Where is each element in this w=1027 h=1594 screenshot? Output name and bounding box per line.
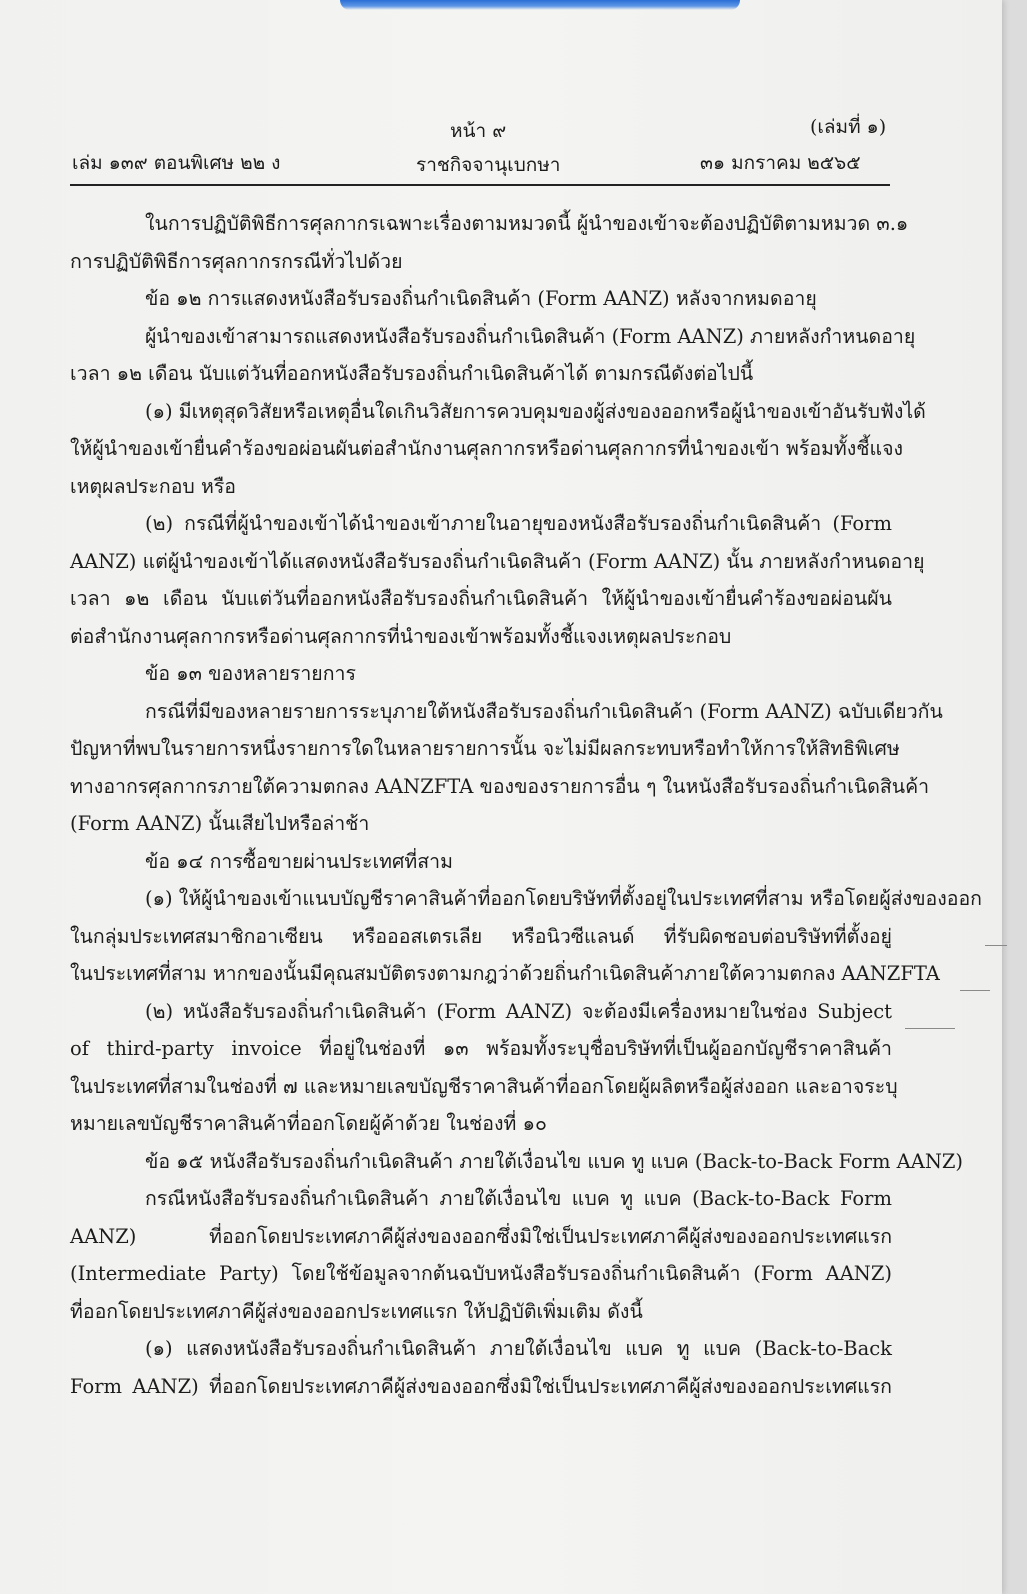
margin-mark <box>960 990 990 991</box>
text-line: เหตุผลประกอบ หรือ <box>70 474 237 498</box>
text-line: กรณีหนังสือรับรองถิ่นกำเนิดสินค้า ภายใต้เงื่อนไข แบค ทู แบค (Back-to-Back Form <box>145 1187 892 1210</box>
text-line: กรณีที่มีของหลายรายการระบุภายใต้หนังสือรับรองถิ่นกำเนิดสินค้า (Form AANZ) ฉบับเดียวกัน <box>145 699 943 723</box>
section-heading: ข้อ ๑๕ หนังสือรับรองถิ่นกำเนิดสินค้า ภายใต้เงื่อนไข แบค ทู แบค (Back-to-Back Form AANZ) <box>145 1149 964 1173</box>
text-line: ผู้นำของเข้าสามารถแสดงหนังสือรับรองถิ่นกำเนิดสินค้า (Form AANZ) ภายหลังกำหนดอายุ <box>145 324 916 348</box>
text-line: ในประเทศที่สามในช่องที่ ๗ และหมายเลขบัญชีราคาสินค้าที่ออกโดยผู้ผลิตหรือผู้ส่งออก และอาจระบุ <box>70 1074 898 1098</box>
text-line: หมายเลขบัญชีราคาสินค้าที่ออกโดยผู้ค้าด้วย ในช่องที่ ๑๐ <box>70 1112 547 1135</box>
publication-date: ๓๑ มกราคม ๒๕๖๕ <box>700 152 861 174</box>
text-line: ในการปฏิบัติพิธีการศุลกากรเฉพาะเรื่องตามหมวดนี้ ผู้นำของเข้าจะต้องปฏิบัติตามหมวด ๓.๑ <box>145 212 909 235</box>
text-line: of third-party invoice ที่อยู่ในช่องที่ ๑๓ พร้อมทั้งระบุชื่อบริษัทที่เป็นผู้ออกบัญชีราคาสินค้า <box>70 1037 892 1060</box>
text-line: AANZ) ที่ออกโดยประเทศภาคีผู้ส่งของออกซึ่งมิใช่เป็นประเทศภาคีผู้ส่งของออกประเทศแรก <box>70 1224 892 1248</box>
text-line: (๒) กรณีที่ผู้นำของเข้าได้นำของเข้าภายในอายุของหนังสือรับรองถิ่นกำเนิดสินค้า (Form <box>145 512 892 535</box>
text-line: เวลา ๑๒ เดือน นับแต่วันที่ออกหนังสือรับรองถิ่นกำเนิดสินค้า ให้ผู้นำของเข้ายื่นคำร้องขอผ่อนผัน <box>70 587 892 610</box>
header-rule <box>70 184 890 186</box>
binder-tab <box>340 0 740 10</box>
text-line: (Form AANZ) นั้นเสียไปหรือล่าช้า <box>70 812 370 835</box>
gazette-name: ราชกิจจานุเบกษา <box>416 154 561 176</box>
text-line: (Intermediate Party) โดยใช้ข้อมูลจากต้นฉบับหนังสือรับรองถิ่นกำเนิดสินค้า (Form AANZ) <box>70 1262 892 1285</box>
text-line: Form AANZ) ที่ออกโดยประเทศภาคีผู้ส่งของออกซึ่งมิใช่เป็นประเทศภาคีผู้ส่งของออกประเทศแรก <box>70 1374 892 1398</box>
text-line: ต่อสำนักงานศุลกากรหรือด่านศุลกากรที่นำของเข้าพร้อมทั้งชี้แจงเหตุผลประกอบ <box>70 624 732 648</box>
document-body <box>70 205 982 1405</box>
text-line: AANZ) แต่ผู้นำของเข้าได้แสดงหนังสือรับรองถิ่นกำเนิดสินค้า (Form AANZ) นั้น ภายหลังกำหนดอายุ <box>70 549 925 573</box>
text-line: (๑) ให้ผู้นำของเข้าแนบบัญชีราคาสินค้าที่ออกโดยบริษัทที่ตั้งอยู่ในประเทศที่สาม หรือโดยผู้ส่งของออก <box>145 887 982 910</box>
section-heading: ข้อ ๑๒ การแสดงหนังสือรับรองถิ่นกำเนิดสินค้า (Form AANZ) หลังจากหมดอายุ <box>145 287 817 310</box>
text-line: การปฏิบัติพิธีการศุลกากรกรณีทั่วไปด้วย <box>70 249 403 273</box>
text-line: ที่ออกโดยประเทศภาคีผู้ส่งของออกประเทศแรก ให้ปฏิบัติเพิ่มเติม ดังนี้ <box>70 1299 643 1323</box>
text-line: ปัญหาที่พบในรายการหนึ่งรายการใดในหลายรายการนั้น จะไม่มีผลกระทบหรือทำให้การให้สิทธิพิเศษ <box>70 737 900 760</box>
volume-part: (เล่มที่ ๑) <box>810 116 887 138</box>
text-line: เวลา ๑๒ เดือน นับแต่วันที่ออกหนังสือรับรองถิ่นกำเนิดสินค้าได้ ตามกรณีดังต่อไปนี้ <box>70 362 754 385</box>
text-line: (๒) หนังสือรับรองถิ่นกำเนิดสินค้า (Form AANZ) จะต้องมีเครื่องหมายในช่อง Subject <box>145 999 892 1023</box>
text-line: ในกลุ่มประเทศสมาชิกอาเซียน หรือออสเตรเลีย หรือนิวซีแลนด์ ที่รับผิดชอบต่อบริษัทที่ตั้งอยู่ <box>70 924 892 948</box>
section-heading: ข้อ ๑๔ การซื้อขายผ่านประเทศที่สาม <box>145 849 453 873</box>
margin-mark <box>985 945 1007 946</box>
text-line: ทางอากรศุลกากรภายใต้ความตกลง AANZFTA ของของรายการอื่น ๆ ในหนังสือรับรองถิ่นกำเนิดสินค้า <box>70 774 930 798</box>
text-line: (๑) มีเหตุสุดวิสัยหรือเหตุอื่นใดเกินวิสัยการควบคุมของผู้ส่งของออกหรือผู้นำของเข้าอันรับฟังได้ <box>145 399 926 423</box>
text-line: (๑) แสดงหนังสือรับรองถิ่นกำเนิดสินค้า ภายใต้เงื่อนไข แบค ทู แบค (Back-to-Back <box>145 1337 892 1360</box>
margin-mark <box>905 1028 955 1029</box>
section-heading: ข้อ ๑๓ ของหลายรายการ <box>145 662 356 685</box>
page-number: หน้า ๙ <box>450 120 507 142</box>
issue-reference: เล่ม ๑๓๙ ตอนพิเศษ ๒๒ ง <box>72 152 281 174</box>
text-line: ให้ผู้นำของเข้ายื่นคำร้องขอผ่อนผันต่อสำนักงานศุลกากรหรือด่านศุลกากรที่นำของเข้า พร้อมทั้งชี้แจง <box>70 437 904 460</box>
text-line: ในประเทศที่สาม หากของนั้นมีคุณสมบัติตรงตามกฎว่าด้วยถิ่นกำเนิดสินค้าภายใต้ความตกลง AANZFTA <box>70 962 940 985</box>
